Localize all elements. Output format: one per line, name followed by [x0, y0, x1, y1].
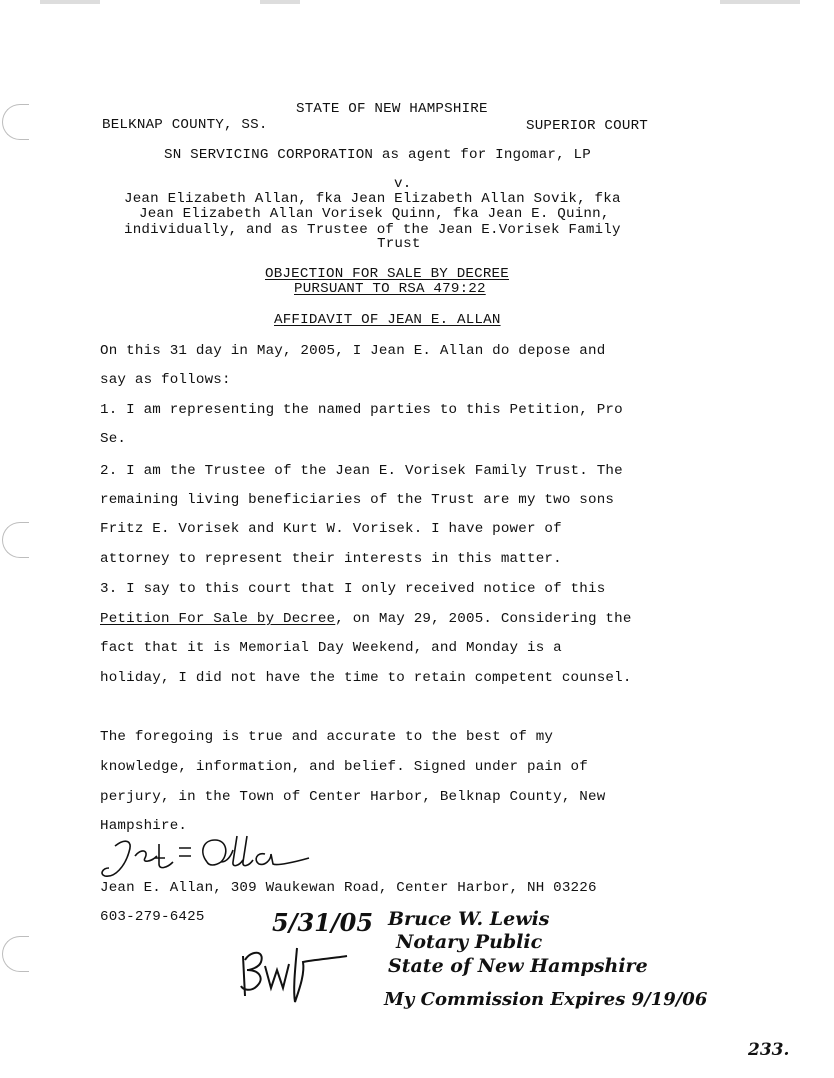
state-heading: STATE OF NEW HAMPSHIRE: [296, 101, 488, 117]
court-heading: SUPERIOR COURT: [526, 118, 648, 134]
affidavit-heading: AFFIDAVIT OF JEAN E. ALLAN: [274, 312, 501, 328]
body-line: 3. I say to this court that I only received notice of this: [100, 581, 606, 597]
body-line: Se.: [100, 431, 127, 447]
signer-phone: 603-279-6425: [100, 909, 205, 925]
petition-reference: Petition For Sale by Decree: [100, 611, 336, 627]
closing-line: perjury, in the Town of Center Harbor, Belknap County, New: [100, 789, 606, 805]
body-line: remaining living beneficiaries of the Trust are my two sons: [100, 492, 615, 508]
scan-mark: [720, 0, 800, 4]
body-line: [100, 611, 632, 627]
body-line: 1. I am representing the named parties to this Petition, Pro: [100, 402, 623, 418]
notary-name: Bruce W. Lewis: [388, 908, 550, 930]
body-line-rest: , on May 29, 2005. Considering the: [335, 611, 632, 627]
body-line: say as follows:: [100, 372, 231, 388]
defendant-line: Trust: [377, 236, 421, 252]
punch-hole-mark: [2, 104, 29, 140]
scan-mark: [40, 0, 100, 4]
notary-date: 5/31/05: [272, 908, 374, 937]
notary-state: State of New Hampshire: [388, 955, 648, 977]
punch-hole-mark: [2, 936, 29, 972]
defendant-line: Jean Elizabeth Allan Vorisek Quinn, fka Jean E. Quinn,: [139, 206, 610, 222]
notary-title: Notary Public: [396, 931, 543, 953]
closing-line: Hampshire.: [100, 818, 188, 834]
signer-address: Jean E. Allan, 309 Waukewan Road, Center Harbor, NH 03226: [100, 880, 597, 896]
document-title: OBJECTION FOR SALE BY DECREE: [265, 266, 509, 282]
closing-line: knowledge, information, and belief. Signed under pain of: [100, 759, 588, 775]
body-line: Fritz E. Vorisek and Kurt W. Vorisek. I have power of: [100, 521, 562, 537]
county-heading: BELKNAP COUNTY, SS.: [102, 117, 268, 133]
notary-initials-image: [235, 940, 355, 1010]
body-line: 2. I am the Trustee of the Jean E. Vorisek Family Trust. The: [100, 463, 623, 479]
body-line: holiday, I did not have the time to retain competent counsel.: [100, 670, 632, 686]
document-title-line2: PURSUANT TO RSA 479:22: [294, 281, 486, 297]
page-mark: 233.: [748, 1040, 790, 1060]
closing-line: The foregoing is true and accurate to the best of my: [100, 729, 554, 745]
scan-mark: [260, 0, 300, 4]
body-line: attorney to represent their interests in this matter.: [100, 551, 562, 567]
plaintiff-line: SN SERVICING CORPORATION as agent for Ingomar, LP: [164, 147, 591, 163]
notary-commission: My Commission Expires 9/19/06: [384, 989, 708, 1010]
defendant-line: individually, and as Trustee of the Jean E.Vorisek Family: [124, 222, 621, 238]
versus-line: v.: [394, 176, 412, 192]
punch-hole-mark: [2, 522, 29, 558]
body-line: fact that it is Memorial Day Weekend, and Monday is a: [100, 640, 562, 656]
body-line: On this 31 day in May, 2005, I Jean E. Allan do depose and: [100, 343, 606, 359]
defendant-line: Jean Elizabeth Allan, fka Jean Elizabeth Allan Sovik, fka: [124, 191, 621, 207]
